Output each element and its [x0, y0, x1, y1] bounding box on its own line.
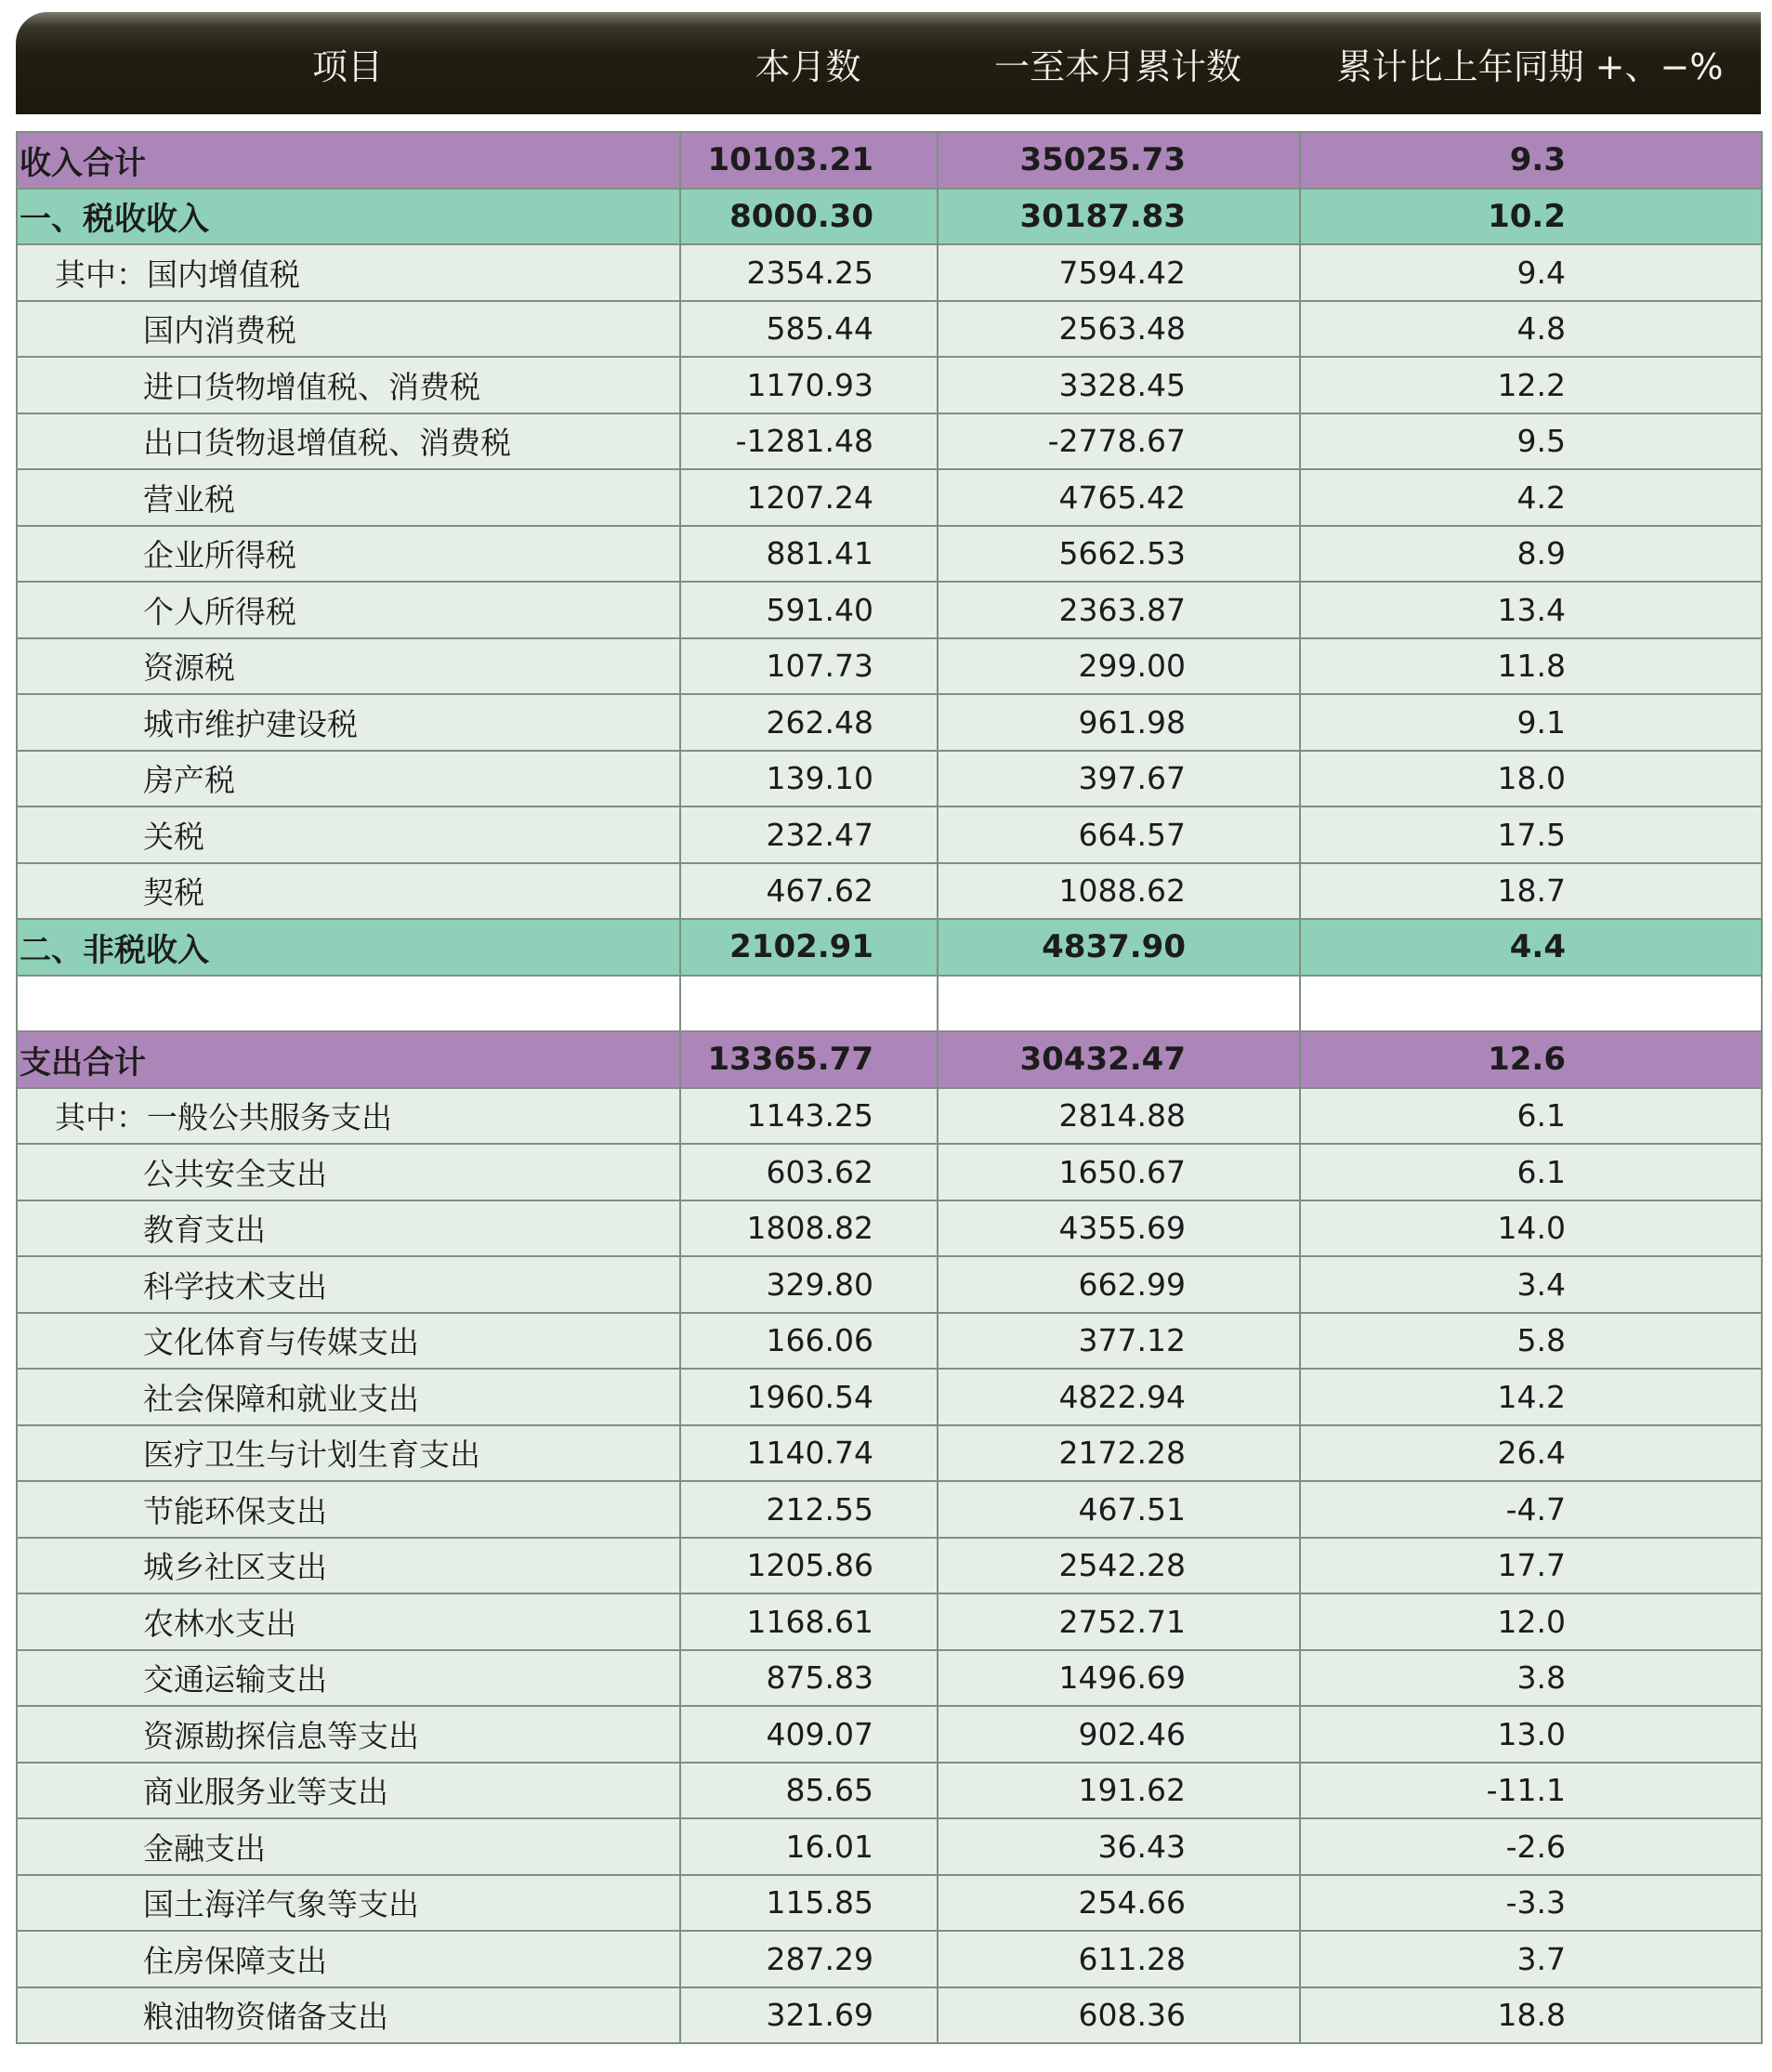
cell-change: 5.8: [1300, 1313, 1762, 1370]
row-label-cell: 金融支出: [17, 1818, 680, 1875]
cell-month: 115.85: [680, 1875, 938, 1932]
cell-change: 3.7: [1300, 1931, 1762, 1987]
empty-cell: [680, 976, 938, 1032]
cell-change: -3.3: [1300, 1875, 1762, 1932]
finance-table-container: [16, 12, 1761, 2044]
cell-month: 287.29: [680, 1931, 938, 1987]
row-label-cell: [17, 1088, 680, 1145]
cell-month: 329.80: [680, 1256, 938, 1313]
table-row: [17, 1313, 1762, 1370]
row-label-cell: 进口货物增值税、消费税: [17, 357, 680, 413]
cell-change: 17.7: [1300, 1538, 1762, 1594]
cell-change: 12.6: [1300, 1031, 1762, 1088]
nontax-revenue-row: [17, 919, 1762, 976]
cell-cumulative: 4355.69: [938, 1200, 1300, 1257]
row-label-cell: 国土海洋气象等支出: [17, 1875, 680, 1932]
table-row: [17, 694, 1762, 751]
cell-month: 232.47: [680, 807, 938, 863]
cell-month: 166.06: [680, 1313, 938, 1370]
tax-revenue-row: [17, 189, 1762, 245]
cell-cumulative: 4837.90: [938, 919, 1300, 976]
table-row: [17, 1256, 1762, 1313]
row-label-cell: 公共安全支出: [17, 1144, 680, 1200]
header-month: 本月数: [755, 46, 861, 87]
cell-cumulative: 377.12: [938, 1313, 1300, 1370]
row-label-cell: 关税: [17, 807, 680, 863]
revenue-total-row: [17, 132, 1762, 189]
row-label-cell: 教育支出: [17, 1200, 680, 1257]
cell-change: 4.2: [1300, 469, 1762, 526]
cell-month: 10103.21: [680, 132, 938, 189]
cell-cumulative: 299.00: [938, 638, 1300, 695]
table-row: [17, 1144, 1762, 1200]
cell-cumulative: 902.46: [938, 1706, 1300, 1763]
table-row: [17, 1593, 1762, 1650]
cell-change: 12.2: [1300, 357, 1762, 413]
cell-cumulative: 2363.87: [938, 582, 1300, 638]
cell-cumulative: -2778.67: [938, 413, 1300, 470]
row-label-cell: 营业税: [17, 469, 680, 526]
cell-month: 1143.25: [680, 1088, 938, 1145]
row-label-cell: 个人所得税: [17, 582, 680, 638]
row-label-cell: 文化体育与传媒支出: [17, 1313, 680, 1370]
row-label-cell: 交通运输支出: [17, 1650, 680, 1707]
cell-change: 4.4: [1300, 919, 1762, 976]
cell-change: 18.7: [1300, 863, 1762, 920]
cell-month: -1281.48: [680, 413, 938, 470]
header-change: 累计比上年同期 +、−%: [1336, 46, 1724, 87]
cell-cumulative: 662.99: [938, 1256, 1300, 1313]
table-row: [17, 1931, 1762, 1987]
cell-month: 591.40: [680, 582, 938, 638]
table-row: [17, 1425, 1762, 1482]
row-label-cell: 房产税: [17, 751, 680, 807]
cell-cumulative: 2814.88: [938, 1088, 1300, 1145]
cell-change: 8.9: [1300, 526, 1762, 583]
cell-month: 1207.24: [680, 469, 938, 526]
cell-change: 14.0: [1300, 1200, 1762, 1257]
cell-month: 321.69: [680, 1987, 938, 2044]
cell-change: 13.0: [1300, 1706, 1762, 1763]
cell-month: 107.73: [680, 638, 938, 695]
row-label-cell: 节能环保支出: [17, 1481, 680, 1538]
row-label-cell: 资源勘探信息等支出: [17, 1706, 680, 1763]
cell-month: 212.55: [680, 1481, 938, 1538]
table-row: [17, 1650, 1762, 1707]
table-body: [17, 132, 1762, 2043]
cell-cumulative: 467.51: [938, 1481, 1300, 1538]
cell-change: 12.0: [1300, 1593, 1762, 1650]
table-row: [17, 1706, 1762, 1763]
table-row: [17, 413, 1762, 470]
table-row: [17, 1763, 1762, 1819]
table-row: [17, 1481, 1762, 1538]
cell-change: 26.4: [1300, 1425, 1762, 1482]
row-label-cell: 支出合计: [17, 1031, 680, 1088]
cell-change: 14.2: [1300, 1369, 1762, 1425]
cell-change: 9.4: [1300, 244, 1762, 301]
cell-cumulative: 3328.45: [938, 357, 1300, 413]
row-label-cell: 住房保障支出: [17, 1931, 680, 1987]
row-label-cell: 商业服务业等支出: [17, 1763, 680, 1819]
cell-cumulative: 4822.94: [938, 1369, 1300, 1425]
cell-month: 875.83: [680, 1650, 938, 1707]
cell-cumulative: 611.28: [938, 1931, 1300, 1987]
spacer-row: [17, 976, 1762, 1032]
row-label-cell: 城市维护建设税: [17, 694, 680, 751]
header-cumulative: 一至本月累计数: [993, 46, 1241, 87]
cell-cumulative: 1496.69: [938, 1650, 1300, 1707]
cell-change: -2.6: [1300, 1818, 1762, 1875]
row-label-cell: 医疗卫生与计划生育支出: [17, 1425, 680, 1482]
cell-cumulative: 664.57: [938, 807, 1300, 863]
cell-cumulative: 2752.71: [938, 1593, 1300, 1650]
cell-cumulative: 7594.42: [938, 244, 1300, 301]
row-label-cell: 收入合计: [17, 132, 680, 189]
row-prefix: 其中：: [55, 256, 147, 293]
table-row: [17, 638, 1762, 695]
table-row: [17, 469, 1762, 526]
cell-month: 13365.77: [680, 1031, 938, 1088]
cell-month: 16.01: [680, 1818, 938, 1875]
cell-month: 262.48: [680, 694, 938, 751]
cell-change: 18.8: [1300, 1987, 1762, 2044]
cell-change: 6.1: [1300, 1088, 1762, 1145]
cell-cumulative: 5662.53: [938, 526, 1300, 583]
row-label: 国内增值税: [147, 256, 300, 293]
row-label-cell: 契税: [17, 863, 680, 920]
cell-month: 467.62: [680, 863, 938, 920]
cell-month: 1205.86: [680, 1538, 938, 1594]
cell-change: 9.5: [1300, 413, 1762, 470]
expenditure-total-row: [17, 1031, 1762, 1088]
cell-change: 9.1: [1300, 694, 1762, 751]
table-row: [17, 751, 1762, 807]
row-label-cell: 资源税: [17, 638, 680, 695]
table-row: [17, 1538, 1762, 1594]
row-prefix: 其中：: [55, 1099, 147, 1136]
table-row: [17, 357, 1762, 413]
cell-change: 17.5: [1300, 807, 1762, 863]
cell-cumulative: 254.66: [938, 1875, 1300, 1932]
cell-month: 1168.61: [680, 1593, 938, 1650]
cell-month: 139.10: [680, 751, 938, 807]
cell-month: 1140.74: [680, 1425, 938, 1482]
cell-cumulative: 2172.28: [938, 1425, 1300, 1482]
row-label-cell: [17, 244, 680, 301]
cell-cumulative: 608.36: [938, 1987, 1300, 2044]
cell-change: 11.8: [1300, 638, 1762, 695]
row-label-cell: 社会保障和就业支出: [17, 1369, 680, 1425]
cell-change: 3.4: [1300, 1256, 1762, 1313]
row-label-cell: 出口货物退增值税、消费税: [17, 413, 680, 470]
table-row: [17, 1818, 1762, 1875]
table-row: [17, 863, 1762, 920]
cell-change: 13.4: [1300, 582, 1762, 638]
table-row: [17, 1088, 1762, 1145]
row-label-cell: 一、税收收入: [17, 189, 680, 245]
row-label: 一般公共服务支出: [147, 1099, 392, 1136]
cell-cumulative: 1088.62: [938, 863, 1300, 920]
cell-month: 2354.25: [680, 244, 938, 301]
cell-month: 409.07: [680, 1706, 938, 1763]
finance-table: [16, 131, 1763, 2044]
table-row: [17, 301, 1762, 358]
cell-change: 4.8: [1300, 301, 1762, 358]
table-row: [17, 1369, 1762, 1425]
cell-month: 2102.91: [680, 919, 938, 976]
cell-cumulative: 2563.48: [938, 301, 1300, 358]
cell-cumulative: 30187.83: [938, 189, 1300, 245]
row-label-cell: 企业所得税: [17, 526, 680, 583]
cell-month: 8000.30: [680, 189, 938, 245]
table-row: [17, 582, 1762, 638]
empty-cell: [938, 976, 1300, 1032]
empty-cell: [1300, 976, 1762, 1032]
cell-month: 585.44: [680, 301, 938, 358]
cell-change: 3.8: [1300, 1650, 1762, 1707]
table-row: [17, 1200, 1762, 1257]
cell-change: 18.0: [1300, 751, 1762, 807]
cell-month: 603.62: [680, 1144, 938, 1200]
cell-month: 1170.93: [680, 357, 938, 413]
cell-change: 9.3: [1300, 132, 1762, 189]
cell-cumulative: 4765.42: [938, 469, 1300, 526]
table-row: [17, 1987, 1762, 2044]
row-label-cell: 国内消费税: [17, 301, 680, 358]
row-label-cell: 城乡社区支出: [17, 1538, 680, 1594]
table-row: [17, 1875, 1762, 1932]
cell-cumulative: 1650.67: [938, 1144, 1300, 1200]
row-label-cell: 粮油物资储备支出: [17, 1987, 680, 2044]
cell-cumulative: 30432.47: [938, 1031, 1300, 1088]
cell-cumulative: 397.67: [938, 751, 1300, 807]
cell-month: 881.41: [680, 526, 938, 583]
row-label-cell: 科学技术支出: [17, 1256, 680, 1313]
table-row: [17, 244, 1762, 301]
cell-cumulative: 2542.28: [938, 1538, 1300, 1594]
cell-month: 1960.54: [680, 1369, 938, 1425]
header-item: 项目: [311, 46, 383, 87]
table-row: [17, 807, 1762, 863]
table-row: [17, 526, 1762, 583]
row-label-cell: 二、非税收入: [17, 919, 680, 976]
cell-change: 6.1: [1300, 1144, 1762, 1200]
cell-change: -4.7: [1300, 1481, 1762, 1538]
cell-cumulative: 191.62: [938, 1763, 1300, 1819]
empty-cell: [17, 976, 680, 1032]
cell-cumulative: 36.43: [938, 1818, 1300, 1875]
cell-change: 10.2: [1300, 189, 1762, 245]
row-label-cell: 农林水支出: [17, 1593, 680, 1650]
cell-month: 1808.82: [680, 1200, 938, 1257]
table-header: [16, 12, 1761, 114]
cell-month: 85.65: [680, 1763, 938, 1819]
cell-change: -11.1: [1300, 1763, 1762, 1819]
cell-cumulative: 35025.73: [938, 132, 1300, 189]
cell-cumulative: 961.98: [938, 694, 1300, 751]
